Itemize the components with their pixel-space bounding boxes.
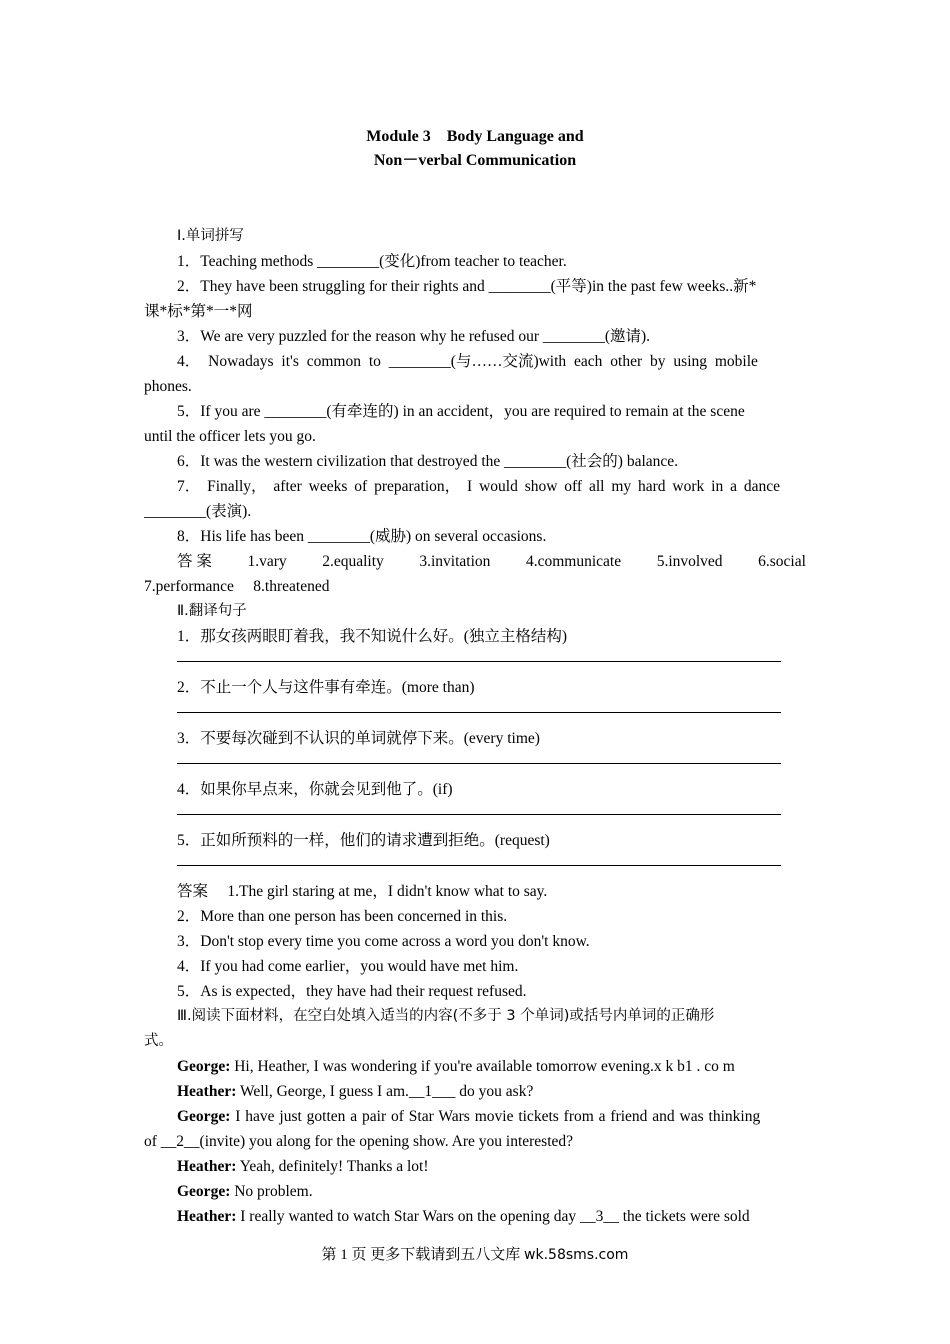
s2-answer-line-2 — [177, 700, 781, 713]
dialogue-text: Hi, Heather, I was wondering if you're available tomorrow evening.x k b1 . co m — [230, 1058, 735, 1075]
document-body — [144, 224, 806, 1229]
s1-item-8: 8．His life has been ________(威胁) on several occasions. — [177, 528, 547, 545]
s1-item-5-cont: until the officer lets you go. — [144, 428, 316, 445]
section-2-heading: Ⅱ.翻译句子 — [177, 603, 247, 619]
footer-site-link[interactable]: wk.58sms.com — [524, 1247, 629, 1263]
s2-answer-line-3 — [177, 751, 781, 764]
section-1-heading: Ⅰ.单词拼写 — [177, 228, 244, 244]
dialogue-text: I have just gotten a pair of Star Wars movie tickets from a friend and was thinking — [230, 1108, 761, 1125]
s1-item-3: 3．We are very puzzled for the reason why he refused our ________(邀请). — [177, 328, 651, 345]
dialogue-line-3 — [144, 1104, 806, 1129]
footer-text: 第 1 页 更多下载请到五八文库 — [321, 1247, 525, 1263]
s2-answer-3: 3．Don't stop every time you come across a word you don't know. — [177, 933, 590, 950]
s2-item-2: 2．不止一个人与这件事有牵连。(more than) — [177, 679, 475, 696]
dialogue-line-1 — [144, 1054, 806, 1079]
dialogue-text: of — [144, 1133, 161, 1150]
s1-answer-5: 5.involved — [656, 553, 723, 570]
dialogue-line-4 — [144, 1154, 806, 1179]
s1-item-1: 1．Teaching methods ________(变化)from teacher to teacher. — [177, 253, 567, 270]
dialogue-text: Well, George, I guess I am. — [236, 1083, 409, 1100]
dialogue-line-6 — [144, 1204, 806, 1229]
gap-blank-1[interactable]: __1___ — [408, 1083, 456, 1100]
page-footer — [0, 1243, 950, 1267]
dialogue-text: Yeah, definitely! Thanks a lot! — [236, 1158, 429, 1175]
s2-answer-line-4 — [177, 802, 781, 815]
s1-item-6: 6．It was the western civilization that destroyed the ________(社会的) balance. — [177, 453, 679, 470]
s2-answer-line-5 — [177, 853, 781, 866]
dialogue-line-2 — [144, 1079, 806, 1104]
dialogue-text: the tickets were sold — [618, 1208, 750, 1225]
gap-blank-2[interactable]: __2__ — [160, 1133, 200, 1150]
s1-item-4-cont: phones. — [144, 378, 192, 395]
dialogue-text: do you ask? — [455, 1083, 534, 1100]
dialogue-line-5 — [144, 1179, 806, 1204]
s2-answer-5: 5．As is expected，they have had their request refused. — [177, 983, 527, 1000]
s1-item-7: 7． Finally， after weeks of preparation， I would show off all my hard work in a dance — [177, 478, 780, 495]
s2-answer-4: 4．If you had come earlier，you would have met him. — [177, 958, 519, 975]
section-3-heading: Ⅲ.阅读下面材料，在空白处填入适当的内容(不多于 3 个单词)或括号内单词的正确形 — [177, 1008, 715, 1024]
document-title — [144, 125, 806, 173]
s1-item-2-cont: 课*标*第*一*网 — [144, 303, 253, 320]
s1-answer-row-2: 7.performance 8.threatened — [144, 578, 330, 595]
speaker-label: George: — [177, 1108, 231, 1125]
s1-answer-row — [144, 549, 806, 574]
dialogue-text: (invite) you along for the opening show. Are you interested? — [199, 1133, 574, 1150]
title-line-2: Non－verbal Communication — [373, 152, 577, 169]
s1-answer-6: 6.social — [758, 553, 806, 570]
s1-answer-label: 答 案 — [177, 553, 212, 570]
s2-item-3: 3．不要每次碰到不认识的单词就停下来。(every time) — [177, 730, 540, 747]
section-3-heading-cont: 式。 — [144, 1033, 173, 1049]
speaker-label: George: — [177, 1058, 231, 1075]
s1-item-5: 5．If you are ________(有牵连的) in an accident，you are required to remain at the scene — [177, 403, 745, 420]
dialogue-text: No problem. — [230, 1183, 313, 1200]
speaker-label: Heather: — [177, 1208, 237, 1225]
document-page — [144, 0, 806, 1229]
title-line-1: Module 3 Body Language and — [366, 128, 584, 145]
dialogue-line-3-cont — [144, 1129, 806, 1154]
speaker-label: George: — [177, 1183, 231, 1200]
s2-item-4: 4．如果你早点来，你就会见到他了。(if) — [177, 781, 453, 798]
s2-item-1: 1．那女孩两眼盯着我，我不知说什么好。(独立主格结构) — [177, 628, 568, 645]
s2-item-5: 5．正如所预料的一样，他们的请求遭到拒绝。(request) — [177, 832, 550, 849]
gap-blank-3[interactable]: __3__ — [580, 1208, 619, 1225]
s2-answer-1: 答案 1.The girl staring at me，I didn't know what to say. — [177, 883, 548, 900]
s1-item-2: 2．They have been struggling for their rights and ________(平等)in the past few weeks..新* — [177, 278, 757, 295]
s1-item-7-cont: ________(表演). — [144, 503, 252, 520]
s2-answer-2: 2．More than one person has been concerned in this. — [177, 908, 508, 925]
s1-answer-3: 3.invitation — [419, 553, 491, 570]
s1-item-4: 4． Nowadays it's common to ________(与……交流)with each other by using mobile — [177, 353, 758, 370]
s1-answer-2: 2.equality — [322, 553, 384, 570]
s1-answer-4: 4.communicate — [525, 553, 622, 570]
speaker-label: Heather: — [177, 1158, 237, 1175]
speaker-label: Heather: — [177, 1083, 237, 1100]
s2-answer-line-1 — [177, 649, 781, 662]
s1-answer-1: 1.vary — [247, 553, 287, 570]
dialogue-text: I really wanted to watch Star Wars on the opening day — [236, 1208, 581, 1225]
